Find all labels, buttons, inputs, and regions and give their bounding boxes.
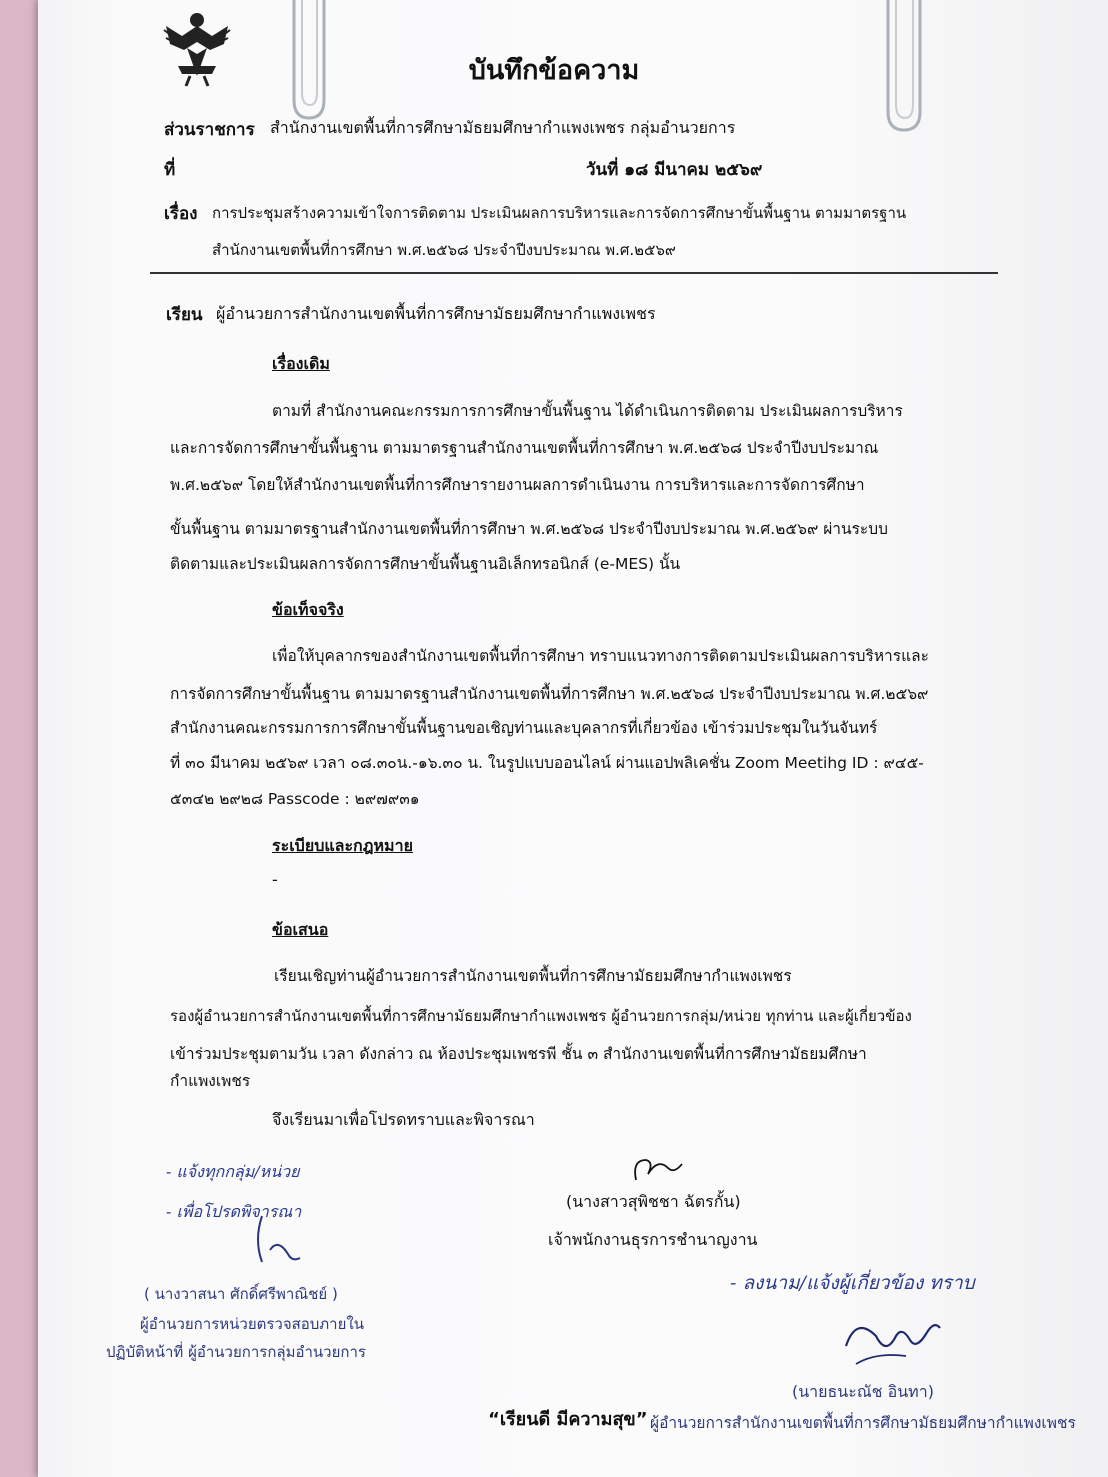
agency-label: ส่วนราชการ bbox=[164, 120, 255, 140]
left-signer-title-1: ผู้อำนวยการหน่วยตรวจสอบภายใน bbox=[140, 1315, 364, 1333]
footer-signer-title: ผู้อำนวยการสำนักงานเขตพื้นที่การศึกษามัธยมศึกษากำแพงเพชร bbox=[650, 1414, 1076, 1432]
to-label: เรียน bbox=[166, 305, 203, 325]
regulations-text: - bbox=[272, 870, 278, 889]
right-handwritten-note: - ลงนาม/แจ้งผู้เกี่ยวข้อง ทราบ bbox=[730, 1272, 975, 1294]
subject-label: เรื่อง bbox=[164, 204, 198, 224]
proposal-line: เรียนเชิญท่านผู้อำนวยการสำนักงานเขตพื้นที่การศึกษามัธยมศึกษากำแพงเพชร bbox=[274, 967, 792, 985]
facts-line: เพื่อให้บุคลากรของสำนักงานเขตพื้นที่การศึกษา ทราบแนวทางการติดตามประเมินผลการบริหารและ bbox=[272, 647, 929, 665]
closing-text: จึงเรียนมาเพื่อโปรดทราบและพิจารณา bbox=[272, 1110, 535, 1129]
section-regulations-title: ระเบียบและกฎหมาย bbox=[272, 836, 413, 855]
background-line: พ.ศ.๒๕๖๙ โดยให้สำนักงานเขตพื้นที่การศึกษารายงานผลการดำเนินงาน การบริหารและการจัดการศึกษา bbox=[170, 476, 865, 494]
background-line: และการจัดการศึกษาขั้นพื้นฐาน ตามมาตรฐานสำนักงานเขตพื้นที่การศึกษา พ.ศ.๒๕๖๘ ประจำปีงบประมาณ bbox=[170, 439, 879, 457]
background-line: ขั้นพื้นฐาน ตามมาตรฐานสำนักงานเขตพื้นที่การศึกษา พ.ศ.๒๕๖๘ ประจำปีงบประมาณ พ.ศ.๒๕๖๙ ผ่านระบบ bbox=[170, 520, 888, 538]
facts-line: ๕๓๔๒ ๒๙๒๘ Passcode : ๒๙๗๙๓๑ bbox=[170, 790, 420, 808]
left-handwritten-note-1: - แจ้งทุกกลุ่ม/หน่วย bbox=[166, 1162, 300, 1181]
background-line: ติดตามและประเมินผลการจัดการศึกษาขั้นพื้นฐานอิเล็กทรอนิกส์ (e-MES) นั้น bbox=[170, 555, 681, 573]
right-signature-mark bbox=[836, 1306, 946, 1376]
section-facts-title: ข้อเท็จจริง bbox=[272, 600, 344, 619]
header-divider bbox=[150, 272, 998, 274]
section-proposal-title: ข้อเสนอ bbox=[272, 920, 329, 939]
right-signer-name: (นายธนะณัช อินทา) bbox=[792, 1382, 934, 1401]
center-signature-mark bbox=[628, 1150, 688, 1190]
proposal-line: เข้าร่วมประชุมตามวัน เวลา ดังกล่าว ณ ห้องประชุมเพชรพี ชั้น ๓ สำนักงานเขตพื้นที่การศึกษามัธยมศึกษา bbox=[170, 1045, 867, 1063]
facts-line: การจัดการศึกษาขั้นพื้นฐาน ตามมาตรฐานสำนักงานเขตพื้นที่การศึกษา พ.ศ.๒๕๖๘ ประจำปีงบประมาณ พ.ศ.๒๕๖๙ bbox=[170, 685, 929, 703]
left-handwritten-note-2: - เพื่อโปรดพิจารณา bbox=[166, 1202, 302, 1221]
center-signer-title: เจ้าพนักงานธุรการชำนาญงาน bbox=[548, 1230, 758, 1249]
left-signature-mark bbox=[248, 1210, 318, 1270]
agency-value: สำนักงานเขตพื้นที่การศึกษามัธยมศึกษากำแพงเพชร กลุ่มอำนวยการ bbox=[270, 118, 736, 137]
facts-line: สำนักงานคณะกรรมการการศึกษาขั้นพื้นฐานขอเชิญท่านและบุคลากรที่เกี่ยวข้อง เข้าร่วมประชุมในวันจันทร์ bbox=[170, 719, 878, 737]
memo-date: วันที่ ๑๘ มีนาคม ๒๕๖๙ bbox=[586, 160, 763, 180]
facts-line: ที่ ๓๐ มีนาคม ๒๕๖๙ เวลา ๐๘.๓๐น.-๑๖.๓๐ น. ในรูปแบบออนไลน์ ผ่านแอปพลิเคชั่น Zoom Meetihg ID : ๙๔๕- bbox=[170, 754, 924, 772]
proposal-line: รองผู้อำนวยการสำนักงานเขตพื้นที่การศึกษามัธยมศึกษากำแพงเพชร ผู้อำนวยการกลุ่ม/หน่วย ทุกท่าน และผู้เกี่ยวข้อง bbox=[170, 1007, 912, 1025]
proposal-line: กำแพงเพชร bbox=[170, 1072, 251, 1090]
left-signer-title-2: ปฏิบัติหน้าที่ ผู้อำนวยการกลุ่มอำนวยการ bbox=[106, 1343, 366, 1361]
to-value: ผู้อำนวยการสำนักงานเขตพื้นที่การศึกษามัธยมศึกษากำแพงเพชร bbox=[216, 304, 656, 323]
ref-label: ที่ bbox=[164, 160, 176, 180]
footer-slogan: “เรียนดี มีความสุข” bbox=[488, 1409, 648, 1430]
subject-line-1: การประชุมสร้างความเข้าใจการติดตาม ประเมินผลการบริหารและการจัดการศึกษาขั้นพื้นฐาน ตามมาตรฐาน bbox=[212, 204, 907, 222]
center-signer-name: (นางสาวสุพิชชา ฉัตรกั้น) bbox=[566, 1192, 741, 1211]
left-signer-name: ( นางวาสนา ศักดิ์ศรีพาณิชย์ ) bbox=[144, 1285, 338, 1303]
subject-line-2: สำนักงานเขตพื้นที่การศึกษา พ.ศ.๒๕๖๘ ประจำปีงบประมาณ พ.ศ.๒๕๖๙ bbox=[212, 241, 676, 259]
section-background-title: เรื่องเดิม bbox=[272, 354, 330, 373]
memo-title: บันทึกข้อความ bbox=[468, 55, 640, 86]
background-line: ตามที่ สำนักงานคณะกรรมการการศึกษาขั้นพื้นฐาน ได้ดำเนินการติดตาม ประเมินผลการบริหาร bbox=[272, 402, 903, 420]
